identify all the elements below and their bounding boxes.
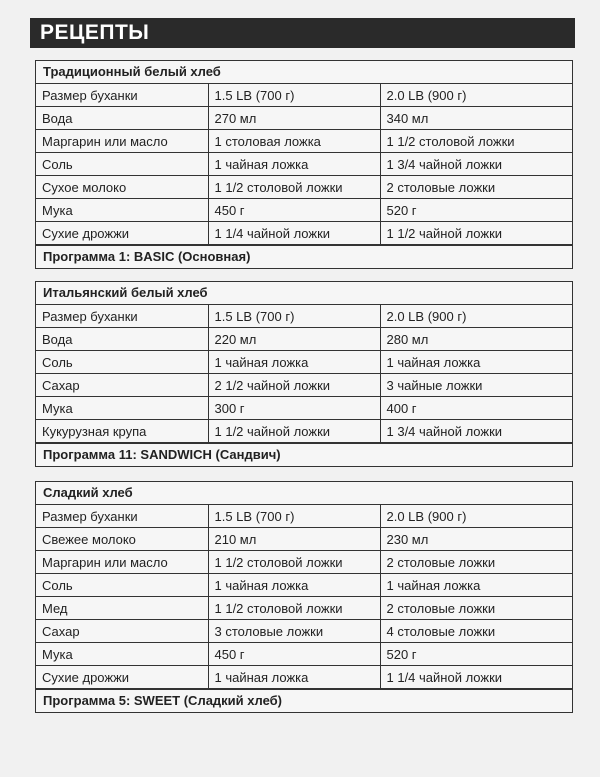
amount-large-loaf-cell: 230 мл — [380, 528, 572, 551]
ingredient-name-cell: Размер буханки — [36, 305, 208, 328]
table-row — [36, 328, 572, 351]
ingredient-name-cell: Сухое молоко — [36, 176, 208, 199]
table-row — [36, 597, 572, 620]
table-row — [36, 374, 572, 397]
amount-small-loaf-cell: 1 чайная ложка — [208, 666, 380, 689]
table-row — [36, 305, 572, 328]
ingredient-name-cell: Свежее молоко — [36, 528, 208, 551]
ingredient-name-cell: Вода — [36, 107, 208, 130]
amount-large-loaf-cell: 1 1/2 чайной ложки — [380, 222, 572, 245]
table-row — [36, 84, 572, 107]
table-row — [36, 351, 572, 374]
amount-small-loaf-cell: 450 г — [208, 199, 380, 222]
table-row — [36, 551, 572, 574]
amount-small-loaf-cell: 1 1/2 столовой ложки — [208, 551, 380, 574]
recipe-title: Итальянский белый хлеб — [36, 282, 572, 305]
table-row — [36, 666, 572, 689]
amount-large-loaf-cell: 1 1/2 столовой ложки — [380, 130, 572, 153]
amount-large-loaf-cell: 1 чайная ложка — [380, 351, 572, 374]
amount-small-loaf-cell: 450 г — [208, 643, 380, 666]
table-row — [36, 176, 572, 199]
amount-large-loaf-cell: 400 г — [380, 397, 572, 420]
amount-large-loaf-cell: 1 3/4 чайной ложки — [380, 153, 572, 176]
amount-large-loaf-cell: 2 столовые ложки — [380, 551, 572, 574]
table-row — [36, 222, 572, 245]
amount-large-loaf-cell: 520 г — [380, 643, 572, 666]
table-row — [36, 643, 572, 666]
amount-small-loaf-cell: 1.5 LB (700 г) — [208, 505, 380, 528]
ingredients-table — [36, 505, 572, 689]
amount-large-loaf-cell: 2 столовые ложки — [380, 176, 572, 199]
page-title: РЕЦЕПТЫ — [40, 21, 150, 44]
amount-small-loaf-cell: 1 1/2 чайной ложки — [208, 420, 380, 443]
amount-large-loaf-cell: 4 столовые ложки — [380, 620, 572, 643]
ingredient-name-cell: Кукурузная крупа — [36, 420, 208, 443]
ingredients-body — [36, 305, 572, 443]
amount-small-loaf-cell: 220 мл — [208, 328, 380, 351]
amount-large-loaf-cell: 280 мл — [380, 328, 572, 351]
ingredients-body — [36, 505, 572, 689]
ingredient-name-cell: Вода — [36, 328, 208, 351]
recipe-card-sweet — [35, 481, 573, 713]
ingredients-body — [36, 84, 572, 245]
table-row — [36, 397, 572, 420]
amount-large-loaf-cell: 1 1/4 чайной ложки — [380, 666, 572, 689]
table-row — [36, 107, 572, 130]
amount-small-loaf-cell: 270 мл — [208, 107, 380, 130]
amount-large-loaf-cell: 3 чайные ложки — [380, 374, 572, 397]
ingredient-name-cell: Сахар — [36, 620, 208, 643]
amount-small-loaf-cell: 1 чайная ложка — [208, 153, 380, 176]
table-row — [36, 505, 572, 528]
ingredients-table — [36, 84, 572, 245]
amount-small-loaf-cell: 210 мл — [208, 528, 380, 551]
table-row — [36, 528, 572, 551]
recipe-title: Сладкий хлеб — [36, 482, 572, 505]
program-label: Программа 5: SWEET (Сладкий хлеб) — [36, 689, 572, 712]
amount-small-loaf-cell: 1 чайная ложка — [208, 574, 380, 597]
ingredient-name-cell: Размер буханки — [36, 505, 208, 528]
ingredient-name-cell: Мука — [36, 643, 208, 666]
amount-small-loaf-cell: 1 чайная ложка — [208, 351, 380, 374]
amount-small-loaf-cell: 1 1/4 чайной ложки — [208, 222, 380, 245]
table-row — [36, 420, 572, 443]
ingredient-name-cell: Соль — [36, 574, 208, 597]
amount-small-loaf-cell: 3 столовые ложки — [208, 620, 380, 643]
table-row — [36, 153, 572, 176]
ingredient-name-cell: Размер буханки — [36, 84, 208, 107]
amount-large-loaf-cell: 1 3/4 чайной ложки — [380, 420, 572, 443]
ingredient-name-cell: Сухие дрожжи — [36, 222, 208, 245]
ingredient-name-cell: Мука — [36, 199, 208, 222]
amount-large-loaf-cell: 2.0 LB (900 г) — [380, 84, 572, 107]
amount-small-loaf-cell: 1 1/2 столовой ложки — [208, 176, 380, 199]
ingredient-name-cell: Соль — [36, 153, 208, 176]
program-label: Программа 1: BASIC (Основная) — [36, 245, 572, 268]
recipe-card-traditional-white — [35, 60, 573, 269]
ingredient-name-cell: Маргарин или масло — [36, 130, 208, 153]
table-row — [36, 130, 572, 153]
amount-small-loaf-cell: 1.5 LB (700 г) — [208, 84, 380, 107]
amount-large-loaf-cell: 340 мл — [380, 107, 572, 130]
table-row — [36, 620, 572, 643]
ingredient-name-cell: Мед — [36, 597, 208, 620]
amount-small-loaf-cell: 300 г — [208, 397, 380, 420]
amount-small-loaf-cell: 1 столовая ложка — [208, 130, 380, 153]
table-row — [36, 199, 572, 222]
program-label: Программа 11: SANDWICH (Сандвич) — [36, 443, 572, 466]
amount-large-loaf-cell: 2 столовые ложки — [380, 597, 572, 620]
ingredient-name-cell: Маргарин или масло — [36, 551, 208, 574]
amount-small-loaf-cell: 2 1/2 чайной ложки — [208, 374, 380, 397]
ingredient-name-cell: Мука — [36, 397, 208, 420]
amount-large-loaf-cell: 520 г — [380, 199, 572, 222]
ingredient-name-cell: Соль — [36, 351, 208, 374]
amount-large-loaf-cell: 1 чайная ложка — [380, 574, 572, 597]
amount-large-loaf-cell: 2.0 LB (900 г) — [380, 305, 572, 328]
amount-small-loaf-cell: 1.5 LB (700 г) — [208, 305, 380, 328]
amount-large-loaf-cell: 2.0 LB (900 г) — [380, 505, 572, 528]
ingredients-table — [36, 305, 572, 443]
recipe-title: Традиционный белый хлеб — [36, 61, 572, 84]
recipe-card-italian-white — [35, 281, 573, 467]
ingredient-name-cell: Сахар — [36, 374, 208, 397]
page-header — [30, 18, 575, 48]
amount-small-loaf-cell: 1 1/2 столовой ложки — [208, 597, 380, 620]
table-row — [36, 574, 572, 597]
ingredient-name-cell: Сухие дрожжи — [36, 666, 208, 689]
